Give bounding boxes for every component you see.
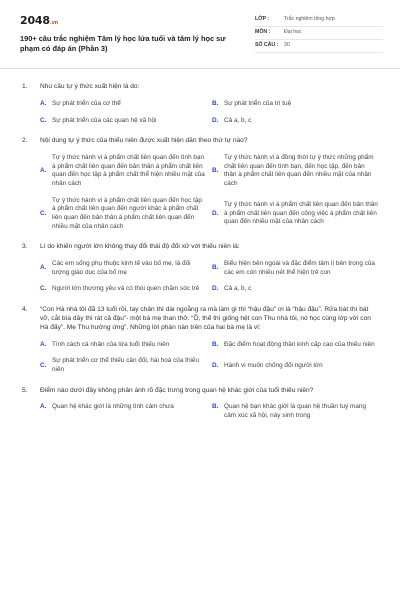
options [40,100,378,125]
option-a[interactable] [40,154,206,189]
option-text: Quan hệ khác giới là những tình cảm chưa [52,403,174,411]
option-letter: C. [40,361,47,369]
option-letter: A. [40,99,47,107]
option-text: Hành vi muốn chống đối người lớn [224,361,323,369]
question-number: 5. [22,386,28,394]
meta-class [255,14,383,27]
option-letter: A. [40,167,47,175]
option-text: Quan hệ bạn khác giới là quan hệ thuần tuý mang cảm xúc xã hội, này sinh trong [224,403,367,420]
options [40,341,378,375]
option-d[interactable] [212,117,378,126]
question-1 [22,83,378,125]
option-letter: A. [40,340,47,348]
logo-main: 2048 [20,14,50,27]
option-text: Cả a, b, c [224,116,252,124]
option-text: Sự phát triển của các quan hệ xã hội [52,116,157,124]
options [40,154,378,231]
option-c[interactable] [40,117,206,126]
option-text: Sự phát triển cơ thể thiếu cân đối, hài hoà của thiếu niên [52,357,200,373]
option-letter: C. [40,209,47,217]
document-title: 190+ câu trắc nghiệm Tâm lý học lứa tuổi và tâm lý học sư phạm có đáp án (Phần 3) [20,33,226,53]
option-letter: A. [40,403,47,411]
option-letter: B. [212,99,219,107]
question-text: Nội dung tự ý thức của thiếu niên được xuất hiện dần theo thứ tự nào? [40,137,248,145]
option-text: Các em sống phụ thuộc kinh tế vào bố mẹ, là đối tượng giáo dục của bố mẹ [52,260,191,276]
option-a[interactable] [40,100,206,109]
option-d[interactable] [212,357,378,374]
option-b[interactable] [212,341,378,350]
option-text: Biểu hiện bên ngoài và đặc điểm tâm lí bên trong của các em còn nhiều nét thể hiện trẻ con [224,260,375,276]
option-d[interactable] [212,285,378,294]
question-4 [22,306,378,375]
option-a[interactable] [40,260,206,277]
meta-question-count [255,40,383,53]
meta-label: MÔN : [255,29,271,36]
logo-tld: .vn [49,20,58,26]
option-c[interactable] [40,285,206,294]
option-letter: D. [212,116,219,124]
option-b[interactable] [212,260,378,277]
option-text: Sự phát triển của cơ thể [52,99,121,107]
meta-value: Trắc nghiệm tổng hợp [284,16,335,23]
document-meta [255,14,383,53]
option-d[interactable] [212,197,378,232]
options [40,403,378,420]
option-letter: D. [212,361,219,369]
option-a[interactable] [40,403,206,420]
option-letter: A. [40,264,47,272]
option-a[interactable] [40,341,206,350]
question-text: Điểm nào dưới đây không phản ánh rõ đặc trưng trong quan hệ khác giới của tuổi thiếu niên? [40,386,314,394]
option-letter: C. [40,116,47,124]
option-letter: C. [40,285,47,293]
question-number: 3. [22,243,28,251]
option-c[interactable] [40,357,206,374]
option-text: Tự ý thức hành vi à đồng thời tự ý thức những phẩm chất liên quan đến tình bạn, đến học tập, đến bản thân à phẩm chất liên quan đến nhiều mặt của nhân cách [224,154,374,187]
option-letter: B. [212,403,219,411]
option-b[interactable] [212,100,378,109]
meta-label: SỐ CÂU : [255,42,279,49]
meta-value: 30 [284,42,290,49]
option-letter: B. [212,264,219,272]
option-text: Đặc điểm hoạt động thần kinh cấp cao của thiếu niên [224,340,375,348]
question-number: 4. [22,306,28,313]
question-number: 1. [22,83,28,90]
question-3 [22,243,378,294]
question-text: “Con Hà nhà tôi đã 13 tuổi rồi, tay chân thì dài ngoằng ra mà làm gì thì “hậu đậu” ơi là “hậu đậu”. Rửa bát thì bát vỡ, cắt bìa dây thì rát cả đậu”- một bà mẹ than thở. “Ồ, thế thì giống hệt con Thu nhà tôi, nó học cùng lớp với con Hà đấy”. Mẹ Thu hưởng ứng”. Những lời phàn nàn trên của hai bà mẹ là vì: [40,306,371,331]
option-text: Tính cách cá nhân của lứa tuổi thiếu niên [52,340,170,348]
document-header [0,0,400,62]
option-b[interactable] [212,403,378,420]
option-text: Tự ý thức hành vi à phẩm chất liên quan đến tình bạn à phẩm chất liên quan đến bản thân à phẩm chất liên quan đến học tập à phẩm chất thể hiện nhiều mặt của nhân cách [52,154,205,187]
options [40,260,378,294]
option-text: Sự phát triển của trí tuệ [224,99,292,107]
question-text: Lí do khiến người lớn không thay đổi thái độ đối xử với thiếu niên là: [40,243,240,251]
option-b[interactable] [212,154,378,189]
option-letter: D. [212,285,219,293]
option-letter: B. [212,167,219,175]
option-text: Tự ý thức hành vi à phẩm chất liên quan đến bản thân à phẩm chất liên quan đến công việc à phẩm chất liên quan đến nhiều mặt của nhân cách [224,200,378,226]
meta-value: Đại học [284,29,302,36]
meta-label: LỚP : [255,16,270,23]
option-c[interactable] [40,197,206,232]
question-text: Nhu cầu tự ý thức xuất hiện là do: [40,83,140,90]
option-letter: B. [212,340,219,348]
option-text: Người lớn thương yêu và có thói quen chăm sóc trẻ [52,285,200,293]
question-2 [22,137,378,231]
question-number: 2. [22,137,28,145]
option-letter: D. [212,209,219,217]
question-list [0,69,400,421]
meta-subject [255,27,383,40]
option-text: Cả a, b, c [224,285,252,293]
option-text: Tự ý thức hành vi à phẩm chất liên quan đến học tập à phẩm chất liên quan đến người khác à phẩm chất liên quan đến bản thân à phẩm chất liên quan đến nhiều mặt của nhân cách [52,196,202,230]
question-5 [22,387,378,421]
